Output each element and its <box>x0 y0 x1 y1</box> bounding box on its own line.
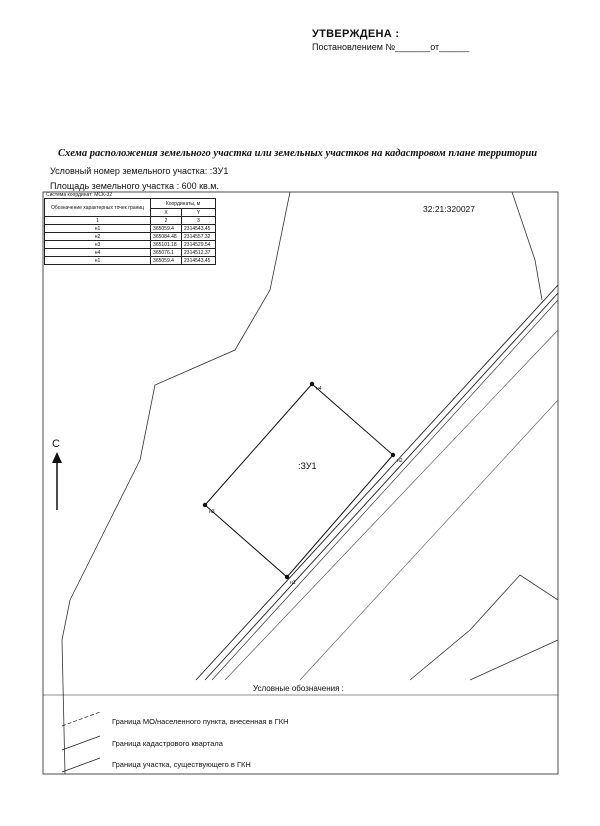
table-row <box>45 257 216 265</box>
settlement-boundary-right <box>512 192 542 300</box>
table-row <box>45 225 216 233</box>
cell-x: 365084.48 <box>151 233 182 241</box>
scheme-title: Схема расположения земельного участка или земельных участков на кадастровом плане территории <box>58 148 538 159</box>
cell-y: 2314543.45 <box>182 257 216 265</box>
table-row <box>45 241 216 249</box>
road-line-4 <box>225 330 558 680</box>
cell-y: 2314529.54 <box>182 241 216 249</box>
cadastral-quarter-number: 32:21:320027 <box>423 204 475 214</box>
header-point: Обозначение характерных точек границ <box>45 199 151 217</box>
legend-title: Условные обозначения : <box>253 684 344 693</box>
legend-sample-settlement <box>62 712 100 726</box>
table-row <box>45 249 216 257</box>
point-label-n4: н4 <box>316 386 322 392</box>
point-n3-marker <box>203 503 207 507</box>
point-label-n3: н3 <box>209 509 215 515</box>
coordinates-table <box>44 198 216 265</box>
point-n4-marker <box>310 382 314 386</box>
header-y: Y <box>182 209 216 217</box>
cell-point: н1 <box>45 257 151 265</box>
cell-y: 2314512.37 <box>182 249 216 257</box>
table-row <box>45 233 216 241</box>
col-number: 2 <box>151 217 182 225</box>
road-line-1 <box>196 285 558 680</box>
point-n2-marker <box>391 453 395 457</box>
cell-point: н4 <box>45 249 151 257</box>
quarter-boundary-right <box>410 575 558 680</box>
cell-x: 365059.4 <box>151 225 182 233</box>
legend-sample-plot <box>62 758 100 772</box>
coordinate-system-label: Система координат: МСК-32 <box>46 192 113 198</box>
point-label-n2: н2 <box>397 458 403 464</box>
road-line-2 <box>205 293 558 680</box>
cell-x: 365059.4 <box>151 257 182 265</box>
header-coords: Координаты, м <box>151 199 216 209</box>
point-label-n1: н1 <box>290 580 296 586</box>
legend-item-plot-boundary: Граница участка, существующего в ГКН <box>112 760 251 769</box>
cell-point: н1 <box>45 225 151 233</box>
table-header-row <box>45 199 216 209</box>
north-label: С <box>52 438 60 450</box>
plot-label: :ЗУ1 <box>298 461 317 471</box>
point-n1-marker <box>285 575 289 579</box>
north-arrow-head <box>52 452 62 463</box>
plot-area: Площадь земельного участка : 600 кв.м. <box>50 181 219 191</box>
legend-item-quarter-boundary: Граница кадастрового квартала <box>112 739 223 748</box>
resolution-line: Постановлением №_______от______ <box>312 42 470 52</box>
quarter-boundary-right-2 <box>470 640 558 680</box>
plot-conditional-number: Условный номер земельного участка: :ЗУ1 <box>50 166 229 176</box>
header-x: X <box>151 209 182 217</box>
cell-x: 365101.18 <box>151 241 182 249</box>
col-number: 3 <box>182 217 216 225</box>
legend-item-settlement-boundary: Граница МО/населенного пункта, внесенная в ГКН <box>112 717 289 726</box>
cell-y: 2314557.32 <box>182 233 216 241</box>
col-number: 1 <box>45 217 151 225</box>
table-number-row <box>45 217 216 225</box>
legend-sample-quarter <box>62 736 100 750</box>
road-line-3 <box>212 300 558 680</box>
cell-point: н2 <box>45 233 151 241</box>
approved-heading: УТВЕРЖДЕНА : <box>312 28 400 40</box>
cell-point: н3 <box>45 241 151 249</box>
cell-x: 365076.1 <box>151 249 182 257</box>
cell-y: 2314543.45 <box>182 225 216 233</box>
land-plot-zu1 <box>205 384 393 577</box>
